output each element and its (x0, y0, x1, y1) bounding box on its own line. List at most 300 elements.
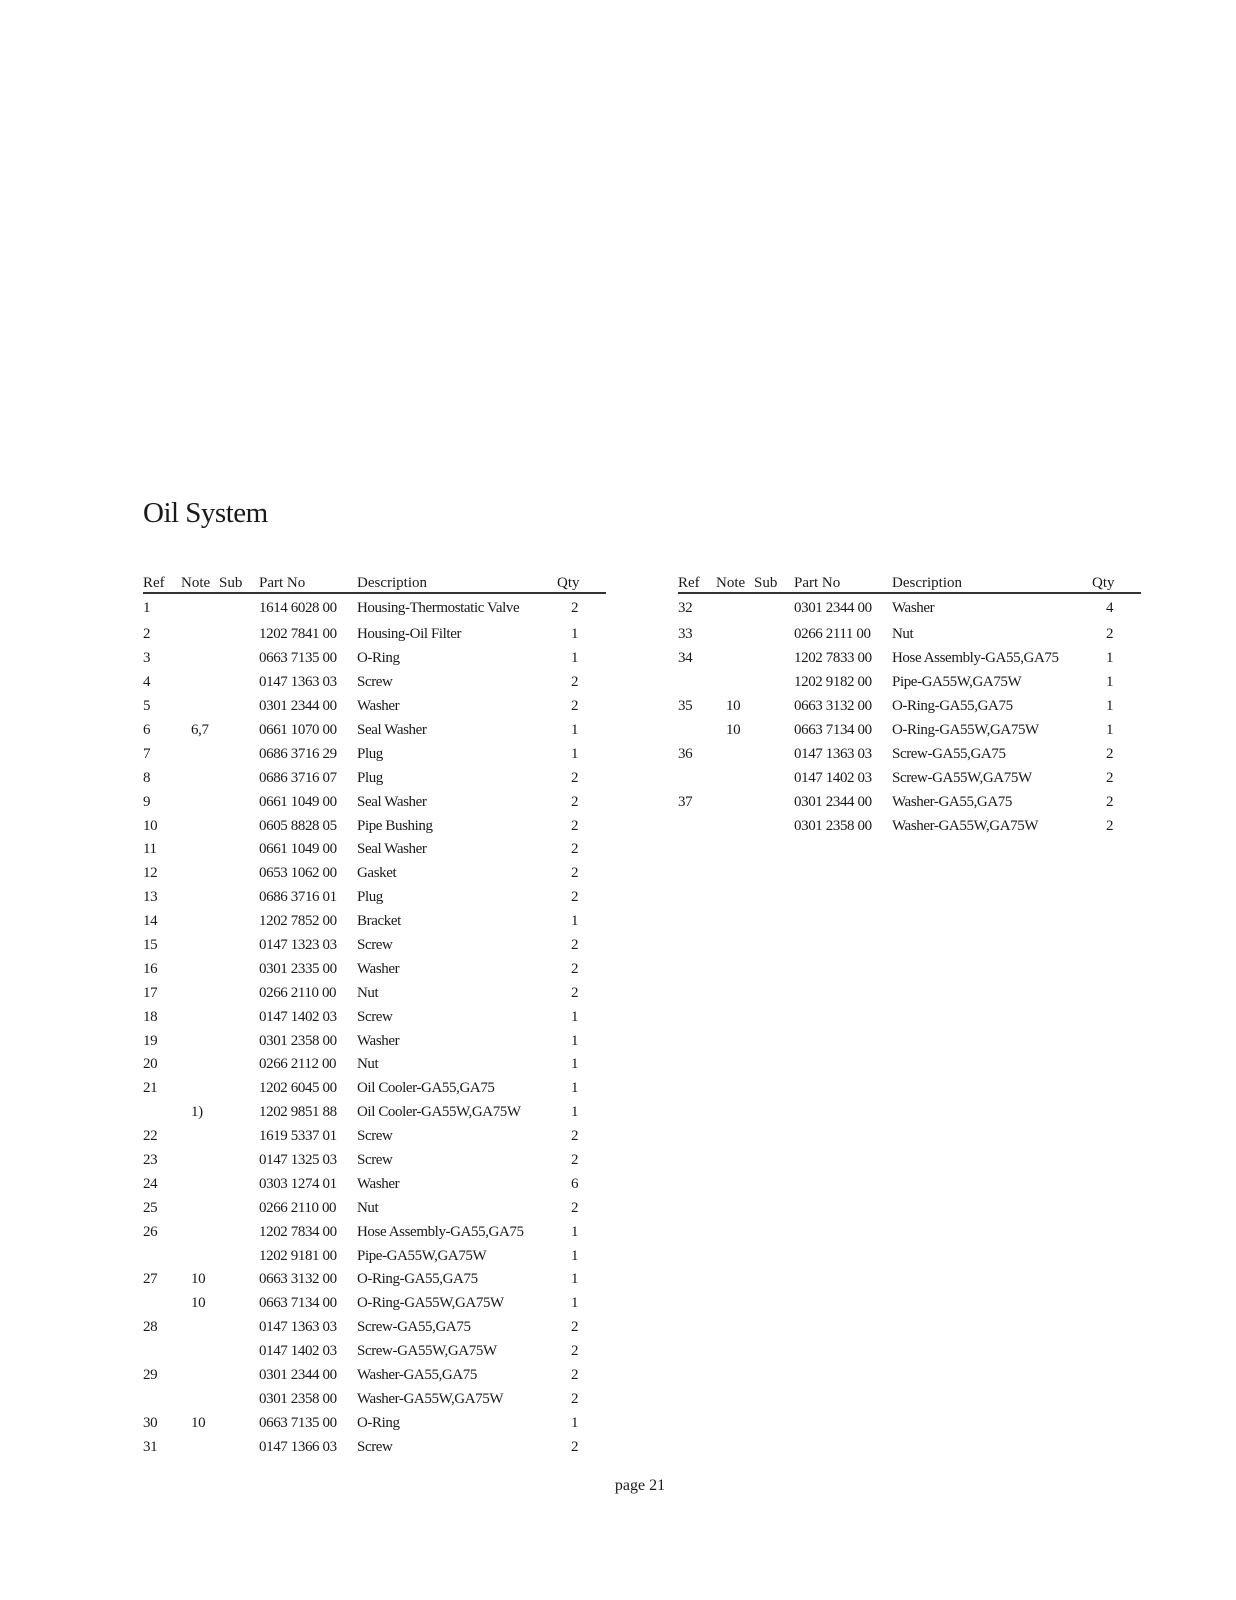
cell-part-no: 0301 2358 00 (794, 817, 872, 834)
cell-sub (219, 647, 259, 671)
cell-note (181, 742, 219, 766)
cell-ref (143, 1244, 181, 1268)
cell-sub (219, 623, 259, 647)
table-row (678, 814, 1141, 838)
cell-part-no: 1202 9851 88 (259, 1104, 337, 1121)
cell-qty: 2 (571, 769, 579, 786)
cell-description: Nut (357, 1199, 379, 1216)
cell-qty: 1 (571, 626, 579, 643)
cell-part-no: 0653 1062 00 (259, 865, 337, 882)
header-qty: Qty (557, 568, 606, 593)
cell-note (181, 671, 219, 695)
cell-sub (754, 647, 794, 671)
table-row (143, 1244, 606, 1268)
cell-note (181, 1220, 219, 1244)
cell-description: Nut (892, 626, 914, 643)
cell-note: 10 (191, 1295, 206, 1312)
cell-qty: 1 (1106, 674, 1114, 691)
page-title: Oil System (143, 497, 268, 529)
cell-part-no: 0663 3132 00 (794, 698, 872, 715)
cell-note: 10 (191, 1271, 206, 1288)
cell-part-no: 0147 1363 03 (794, 745, 872, 762)
cell-sub (754, 719, 794, 743)
parts-table-right (678, 568, 1141, 838)
cell-sub (754, 593, 794, 623)
cell-ref: 6 (143, 722, 151, 738)
cell-description: Nut (357, 1056, 379, 1073)
cell-description: Washer (892, 600, 935, 616)
cell-ref: 5 (143, 698, 151, 715)
cell-qty: 2 (571, 674, 579, 691)
cell-ref: 28 (143, 1319, 158, 1336)
cell-sub (219, 814, 259, 838)
cell-sub (219, 838, 259, 862)
cell-part-no: 0301 2358 00 (259, 1032, 337, 1049)
cell-description: Washer-GA55,GA75 (892, 793, 1012, 810)
cell-ref: 8 (143, 769, 151, 786)
cell-description: O-Ring-GA55W,GA75W (357, 1295, 504, 1312)
cell-description: Oil Cooler-GA55,GA75 (357, 1080, 495, 1097)
cell-part-no: 1202 7834 00 (259, 1223, 337, 1240)
cell-part-no: 0663 7134 00 (259, 1295, 337, 1312)
cell-description: Bracket (357, 913, 401, 930)
cell-qty: 2 (571, 1199, 579, 1216)
cell-part-no: 0661 1049 00 (259, 841, 337, 858)
cell-qty: 2 (571, 889, 579, 906)
table-row (143, 1435, 606, 1459)
cell-ref: 4 (143, 674, 151, 691)
cell-qty: 1 (571, 1223, 579, 1240)
table-row (678, 742, 1141, 766)
table-row (143, 1220, 606, 1244)
cell-note (181, 1196, 219, 1220)
cell-ref: 13 (143, 889, 158, 906)
cell-ref: 1 (143, 600, 151, 616)
cell-qty: 6 (571, 1175, 579, 1192)
cell-description: Screw (357, 1008, 393, 1025)
cell-sub (219, 886, 259, 910)
cell-sub (219, 934, 259, 958)
cell-part-no: 1202 7852 00 (259, 913, 337, 930)
cell-sub (219, 981, 259, 1005)
cell-qty: 2 (571, 865, 579, 882)
table-row (678, 623, 1141, 647)
cell-ref (143, 1340, 181, 1364)
table-row (143, 934, 606, 958)
cell-note (181, 862, 219, 886)
cell-sub (219, 1220, 259, 1244)
cell-part-no: 0301 2344 00 (794, 600, 872, 616)
cell-part-no: 0661 1070 00 (259, 722, 337, 738)
table-row (143, 1292, 606, 1316)
cell-part-no: 0301 2344 00 (259, 698, 337, 715)
cell-qty: 2 (571, 984, 579, 1001)
cell-part-no: 0147 1366 03 (259, 1438, 337, 1455)
cell-note (181, 1364, 219, 1388)
cell-note (181, 1435, 219, 1459)
cell-part-no: 0147 1363 03 (259, 674, 337, 691)
cell-ref: 17 (143, 984, 158, 1001)
table-header-row (143, 568, 606, 593)
cell-sub (219, 1411, 259, 1435)
cell-description: Seal Washer (357, 793, 427, 810)
cell-ref: 36 (678, 745, 693, 762)
cell-description: Washer (357, 1175, 400, 1192)
cell-ref (143, 1292, 181, 1316)
cell-qty: 2 (571, 960, 579, 977)
cell-qty: 2 (571, 841, 579, 858)
cell-description: Washer-GA55W,GA75W (892, 817, 1039, 834)
cell-sub (219, 593, 259, 623)
cell-note (181, 1149, 219, 1173)
cell-ref: 35 (678, 698, 693, 715)
cell-part-no: 0303 1274 01 (259, 1175, 337, 1192)
cell-part-no: 0266 2112 00 (259, 1056, 337, 1073)
cell-sub (219, 1053, 259, 1077)
table-row (143, 1053, 606, 1077)
table-row (143, 886, 606, 910)
cell-qty: 1 (571, 722, 579, 738)
cell-part-no: 0686 3716 29 (259, 745, 337, 762)
cell-part-no: 0266 2110 00 (259, 984, 337, 1001)
table-row (143, 862, 606, 886)
cell-part-no: 0686 3716 07 (259, 769, 337, 786)
header-part-no: Part No (259, 568, 357, 593)
header-part-no: Part No (794, 568, 892, 593)
cell-part-no: 0301 2344 00 (259, 1367, 337, 1384)
cell-sub (754, 623, 794, 647)
cell-qty: 1 (1106, 650, 1114, 667)
cell-note (181, 623, 219, 647)
cell-note (181, 1005, 219, 1029)
cell-qty: 1 (1106, 698, 1114, 715)
header-sub: Sub (754, 568, 794, 593)
header-ref: Ref (678, 568, 716, 593)
cell-part-no: 1614 6028 00 (259, 600, 337, 616)
cell-ref: 21 (143, 1080, 158, 1097)
cell-sub (754, 695, 794, 719)
cell-ref (678, 719, 716, 743)
table-row (678, 593, 1141, 623)
cell-ref: 24 (143, 1175, 158, 1192)
cell-qty: 2 (571, 600, 579, 616)
cell-sub (754, 790, 794, 814)
table-row (678, 647, 1141, 671)
cell-description: Plug (357, 769, 383, 786)
table-row (678, 695, 1141, 719)
cell-sub (219, 1196, 259, 1220)
cell-part-no: 1619 5337 01 (259, 1128, 337, 1145)
cell-sub (219, 910, 259, 934)
cell-note (181, 910, 219, 934)
cell-note (716, 766, 754, 790)
cell-description: Screw-GA55,GA75 (357, 1319, 471, 1336)
cell-ref (678, 671, 716, 695)
cell-part-no: 1202 7833 00 (794, 650, 872, 667)
table-row (143, 671, 606, 695)
cell-sub (219, 1125, 259, 1149)
cell-part-no: 0686 3716 01 (259, 889, 337, 906)
cell-description: Plug (357, 889, 383, 906)
cell-sub (219, 1005, 259, 1029)
cell-sub (219, 790, 259, 814)
cell-part-no: 0266 2110 00 (259, 1199, 337, 1216)
cell-part-no: 0663 7135 00 (259, 650, 337, 667)
cell-sub (219, 1340, 259, 1364)
cell-ref: 19 (143, 1032, 158, 1049)
cell-ref: 23 (143, 1152, 158, 1169)
cell-qty: 2 (571, 1438, 579, 1455)
cell-part-no: 0266 2111 00 (794, 626, 871, 643)
cell-ref (678, 814, 716, 838)
cell-description: Screw (357, 1438, 393, 1455)
cell-description: Seal Washer (357, 841, 427, 858)
cell-qty: 1 (571, 1247, 579, 1264)
cell-part-no: 0301 2344 00 (794, 793, 872, 810)
table-row (143, 1029, 606, 1053)
table-row (143, 981, 606, 1005)
cell-sub (219, 1149, 259, 1173)
cell-sub (754, 671, 794, 695)
cell-description: O-Ring-GA55,GA75 (892, 698, 1013, 715)
table-row (143, 1196, 606, 1220)
cell-sub (219, 1077, 259, 1101)
cell-sub (219, 1244, 259, 1268)
cell-description: Washer-GA55,GA75 (357, 1367, 477, 1384)
cell-qty: 1 (571, 1271, 579, 1288)
cell-sub (219, 1029, 259, 1053)
cell-note (716, 671, 754, 695)
cell-ref: 33 (678, 626, 693, 643)
cell-ref: 27 (143, 1271, 158, 1288)
cell-sub (219, 1388, 259, 1412)
cell-ref (143, 1388, 181, 1412)
cell-ref: 20 (143, 1056, 158, 1073)
cell-note (716, 790, 754, 814)
cell-qty: 2 (571, 937, 579, 954)
cell-part-no: 0301 2335 00 (259, 960, 337, 977)
cell-description: Seal Washer (357, 722, 427, 738)
cell-qty: 2 (571, 793, 579, 810)
table-row (143, 1411, 606, 1435)
cell-note: 6,7 (191, 722, 209, 738)
cell-qty: 1 (571, 1295, 579, 1312)
header-description: Description (892, 568, 1092, 593)
cell-note (181, 695, 219, 719)
cell-ref: 16 (143, 960, 158, 977)
table-row (143, 647, 606, 671)
cell-description: Washer-GA55W,GA75W (357, 1390, 504, 1407)
cell-description: Screw (357, 674, 393, 691)
cell-sub (219, 1101, 259, 1125)
cell-sub (754, 766, 794, 790)
cell-note (716, 814, 754, 838)
table-header-row (678, 568, 1141, 593)
cell-qty: 2 (1106, 745, 1114, 762)
cell-ref: 7 (143, 745, 151, 762)
cell-note (181, 1077, 219, 1101)
cell-qty: 1 (571, 1008, 579, 1025)
page-footer (0, 1477, 1236, 1495)
cell-note (181, 1053, 219, 1077)
cell-ref: 3 (143, 650, 151, 667)
cell-note: 1) (191, 1104, 203, 1121)
cell-qty: 2 (571, 1319, 579, 1336)
table-row (143, 1340, 606, 1364)
cell-sub (219, 957, 259, 981)
cell-note (181, 1029, 219, 1053)
cell-note (181, 1388, 219, 1412)
cell-qty: 2 (571, 698, 579, 715)
header-description: Description (357, 568, 557, 593)
cell-ref: 25 (143, 1199, 158, 1216)
cell-description: Screw (357, 1152, 393, 1169)
cell-ref: 12 (143, 865, 158, 882)
cell-note (181, 1125, 219, 1149)
cell-qty: 2 (571, 1343, 579, 1360)
cell-ref (678, 766, 716, 790)
cell-sub (219, 695, 259, 719)
cell-sub (219, 1316, 259, 1340)
cell-ref: 26 (143, 1223, 158, 1240)
table-row (678, 766, 1141, 790)
cell-ref: 32 (678, 600, 693, 616)
cell-part-no: 0147 1402 03 (259, 1343, 337, 1360)
cell-note (181, 647, 219, 671)
cell-description: Hose Assembly-GA55,GA75 (892, 650, 1059, 667)
cell-qty: 2 (571, 817, 579, 834)
table-row (678, 671, 1141, 695)
cell-ref: 18 (143, 1008, 158, 1025)
table-row (143, 1149, 606, 1173)
cell-note (716, 742, 754, 766)
cell-description: O-Ring-GA55,GA75 (357, 1271, 478, 1288)
header-ref: Ref (143, 568, 181, 593)
table-row (143, 742, 606, 766)
cell-part-no: 0147 1325 03 (259, 1152, 337, 1169)
table-row (143, 1316, 606, 1340)
cell-part-no: 0301 2358 00 (259, 1390, 337, 1407)
cell-sub (754, 814, 794, 838)
cell-sub (219, 1292, 259, 1316)
header-note: Note (716, 568, 754, 593)
cell-sub (219, 1435, 259, 1459)
table-row (143, 766, 606, 790)
table-row (143, 1268, 606, 1292)
cell-description: Pipe-GA55W,GA75W (892, 674, 1022, 691)
cell-description: Washer (357, 1032, 400, 1049)
cell-qty: 2 (571, 1128, 579, 1145)
cell-note (181, 934, 219, 958)
cell-part-no: 0147 1402 03 (794, 769, 872, 786)
cell-note (181, 1172, 219, 1196)
table-row (143, 790, 606, 814)
parts-table-right-body (678, 593, 1141, 838)
cell-ref: 22 (143, 1128, 158, 1145)
parts-table-left-body (143, 593, 606, 1459)
cell-part-no: 0663 7134 00 (794, 722, 872, 738)
cell-part-no: 0663 3132 00 (259, 1271, 337, 1288)
cell-sub (219, 1268, 259, 1292)
cell-description: Screw-GA55,GA75 (892, 745, 1006, 762)
cell-description: Housing-Thermostatic Valve (357, 600, 520, 616)
cell-ref: 14 (143, 913, 158, 930)
cell-qty: 1 (571, 650, 579, 667)
header-note: Note (181, 568, 219, 593)
cell-description: Screw (357, 937, 393, 954)
header-sub: Sub (219, 568, 259, 593)
cell-sub (219, 766, 259, 790)
cell-part-no: 1202 9181 00 (259, 1247, 337, 1264)
table-row (143, 1364, 606, 1388)
cell-qty: 1 (571, 1032, 579, 1049)
table-row (143, 957, 606, 981)
table-row (143, 1125, 606, 1149)
cell-sub (219, 1364, 259, 1388)
cell-note (181, 593, 219, 623)
cell-description: Screw-GA55W,GA75W (357, 1343, 497, 1360)
cell-sub (754, 742, 794, 766)
cell-qty: 2 (1106, 793, 1114, 810)
cell-description: Pipe Bushing (357, 817, 433, 834)
cell-description: Pipe-GA55W,GA75W (357, 1247, 487, 1264)
cell-qty: 2 (1106, 817, 1114, 834)
cell-qty: 1 (571, 913, 579, 930)
table-row (678, 790, 1141, 814)
cell-sub (219, 671, 259, 695)
cell-note (181, 957, 219, 981)
cell-part-no: 0147 1363 03 (259, 1319, 337, 1336)
table-row (143, 1077, 606, 1101)
cell-note (181, 1244, 219, 1268)
header-qty: Qty (1092, 568, 1141, 593)
table-row (678, 719, 1141, 743)
cell-qty: 1 (571, 745, 579, 762)
table-row (143, 1101, 606, 1125)
table-row (143, 1388, 606, 1412)
cell-sub (219, 1172, 259, 1196)
cell-part-no: 1202 9182 00 (794, 674, 872, 691)
table-row (143, 695, 606, 719)
cell-description: Housing-Oil Filter (357, 626, 462, 643)
cell-qty: 2 (1106, 769, 1114, 786)
cell-note (181, 766, 219, 790)
cell-qty: 1 (571, 1414, 579, 1431)
cell-note (181, 814, 219, 838)
cell-note (181, 1316, 219, 1340)
cell-part-no: 0147 1323 03 (259, 937, 337, 954)
table-row (143, 623, 606, 647)
cell-note: 10 (726, 698, 741, 715)
table-row (143, 814, 606, 838)
cell-qty: 1 (1106, 722, 1114, 738)
cell-part-no: 1202 7841 00 (259, 626, 337, 643)
table-row (143, 593, 606, 623)
cell-note (181, 1340, 219, 1364)
cell-qty: 4 (1106, 600, 1114, 616)
parts-table-left (143, 568, 606, 1459)
cell-ref: 37 (678, 793, 693, 810)
cell-qty: 1 (571, 1104, 579, 1121)
cell-ref: 30 (143, 1414, 158, 1431)
cell-ref: 29 (143, 1367, 158, 1384)
cell-ref: 2 (143, 626, 151, 643)
cell-sub (219, 862, 259, 886)
cell-description: Nut (357, 984, 379, 1001)
cell-note (716, 593, 754, 623)
cell-qty: 2 (571, 1152, 579, 1169)
cell-sub (219, 742, 259, 766)
